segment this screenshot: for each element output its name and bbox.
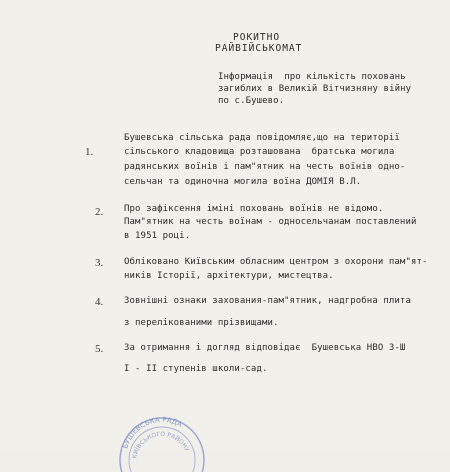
- item-number-2: 2.: [95, 206, 104, 218]
- item-4-line-1: Зовнішні ознаки захования-пам"ятник, надгробна плита: [124, 296, 411, 306]
- item-1-line-4: сельчан та одиночна могила воїна ДОМІЯ В.Л.: [124, 177, 362, 187]
- item-number-4: 4.: [95, 296, 104, 308]
- stamp-bottom-text: КИЇВСЬКОГО РАЙОНУ: [131, 430, 191, 460]
- title-line-2: загиблих в Великій Вітчизняну війну: [218, 84, 412, 94]
- item-2-line-2: Пам"ятник на честь воїнам - односельчанам поставлений: [124, 217, 417, 227]
- title-line-1: Інформація про кількість поховань: [218, 72, 406, 82]
- item-1-line-3: радянських воїнів і пам"ятник на честь воїнів одно-: [124, 162, 406, 172]
- stamp-top-text: БУШЕВСЬКА РАДА: [121, 415, 184, 450]
- item-1-line-2: сільського кладовища розташована братська могила: [124, 147, 395, 157]
- header-line-2: РАЙВІЙСЬКОМАТ: [215, 43, 303, 54]
- item-number-1: 1.: [85, 146, 94, 158]
- item-4-line-2: з перелікованими прізвищами.: [124, 318, 279, 328]
- item-3-line-1: Обліковано Київським обласним центром з охорони пам"ят-: [124, 257, 428, 267]
- item-number-3: 3.: [95, 257, 104, 269]
- item-5-line-2: І - ІІ ступенів школи-сад.: [124, 364, 268, 374]
- official-stamp: [112, 412, 212, 472]
- item-5-line-1: За отримання і догляд відповідає Бушевська НВО З-Ш: [124, 343, 406, 353]
- header-line-1: РОКИТНО: [233, 32, 281, 43]
- item-2-line-3: в 1951 році.: [124, 231, 191, 241]
- title-line-3: по с.Бушево.: [218, 96, 285, 106]
- item-2-line-1: Про зафіксення іміні поховань воїнів не відомо.: [124, 204, 384, 214]
- item-1-line-1: Бушевська сільська рада повідомляє,що на території: [124, 133, 400, 143]
- item-3-line-2: ників Історії, архітектури, мистецтва.: [124, 271, 334, 281]
- item-number-5: 5.: [95, 343, 104, 355]
